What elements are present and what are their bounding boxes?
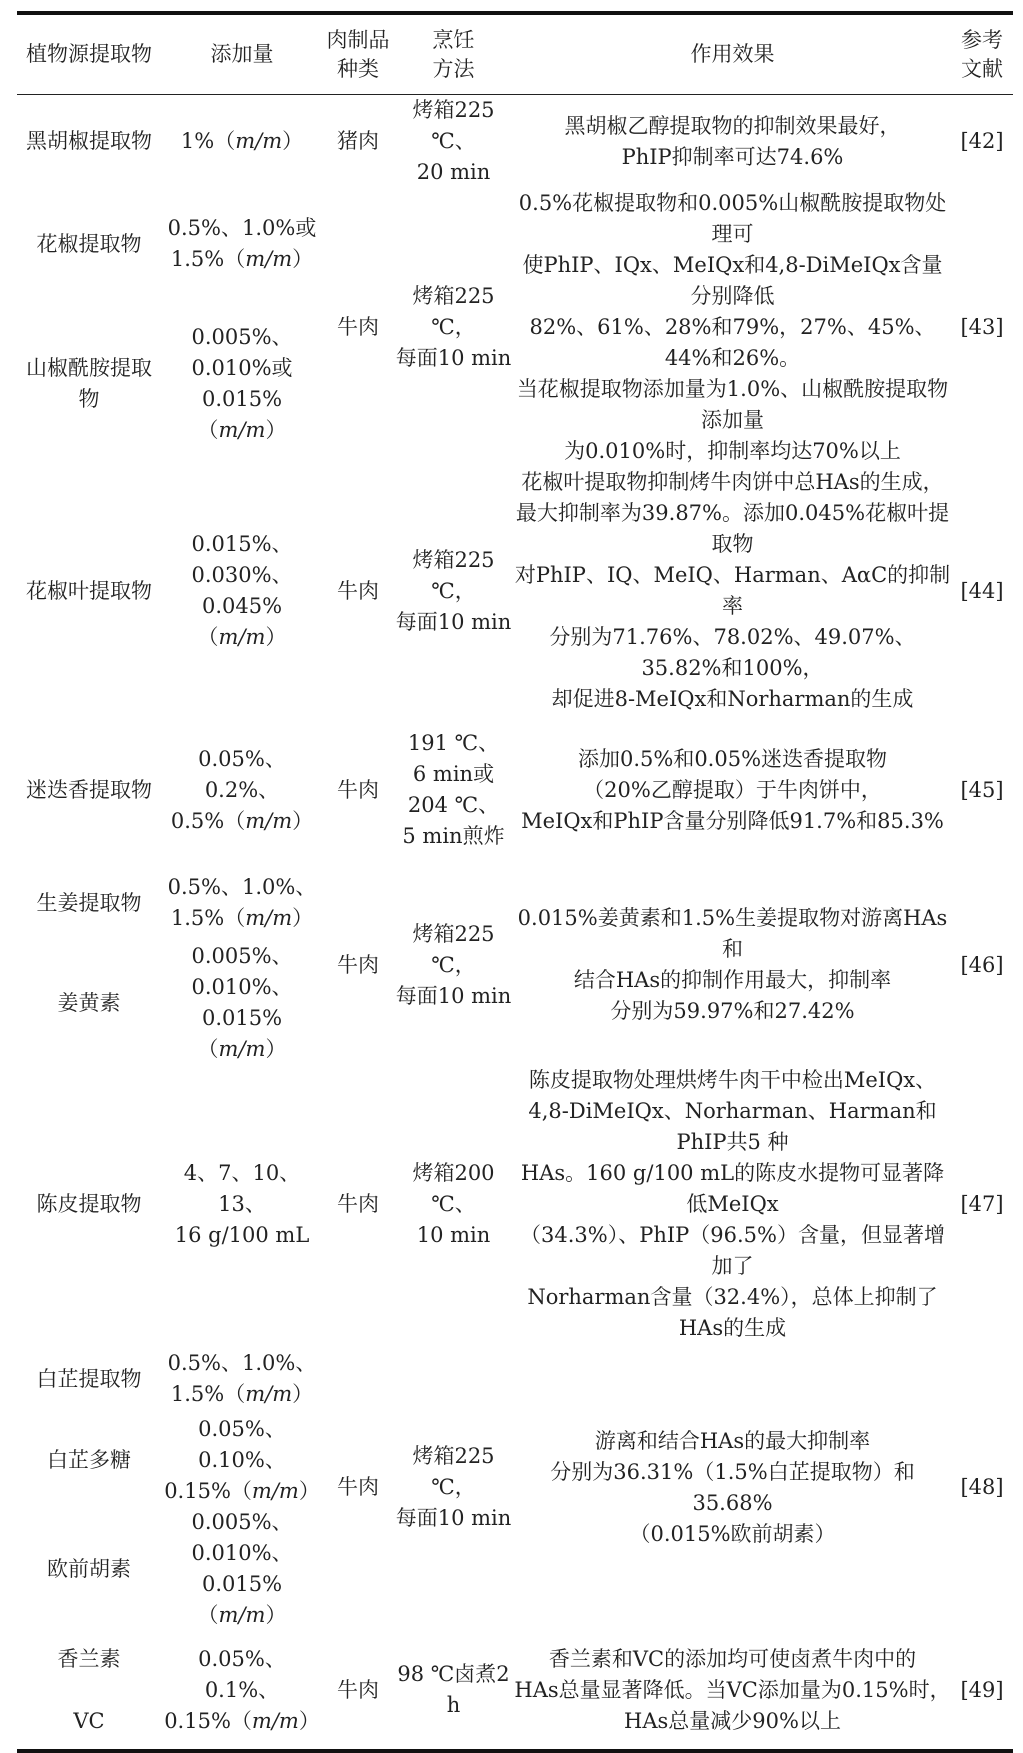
table-row [17,188,1013,301]
cooking-cell: 烤箱225 ℃， 每面10 min [395,284,512,370]
table-row [17,865,1013,941]
extracts-table [17,15,1013,94]
cooking-cell: 98 ℃卤煮2 h [397,1662,510,1717]
effect-cell: 陈皮提取物处理烘烤牛肉干中检出MeIQx、 4,8-DiMeIQx、Norharman、Harman和PhIP共5 种 HAs。160 g/100 mL的陈皮水提物可显著降低MeIQx （34.3%）、PhIP（96.5%）含量，但显著增加了 Norharman含量（32.4%），总体上抑制了HAs的生成 [519,1068,945,1340]
plant-cell: 花椒叶提取物 [26,578,152,603]
plant-cell: 欧前胡素 [47,1556,131,1581]
amount-cell: 0.05%、0.10%、 0.15%（m/m） [164,1417,320,1503]
plant-cell: 白芷多糖 [47,1448,131,1472]
plant-cell: 白芷提取物 [36,1366,142,1391]
effect-cell: 香兰素和VC的添加均可使卤煮牛肉中的 HAs总量显著降低。当VC添加量为0.15%时， HAs总量减少90%以上 [514,1646,951,1733]
meat-cell: 牛肉 [337,952,379,977]
table-row [17,1065,1013,1344]
meat-cell: 牛肉 [337,1192,379,1216]
cooking-cell: 烤箱225 ℃， 每面10 min [395,1444,512,1530]
header-ref: 参考 文献 [961,27,1003,81]
plant-cell: 花椒提取物 [36,231,142,256]
ref-cell: [49] [960,1677,1004,1702]
amount-cell: 0.005%、0.010%、 0.015%（m/m） [191,1510,293,1627]
effect-cell: 游离和结合HAs的最大抑制率 分别为36.31%（1.5%白芷提取物）和35.68% （0.015%欧前胡素） [550,1428,915,1546]
header-amount: 添加量 [210,42,274,66]
ref-cell: [42] [960,129,1004,153]
amount-cell: 0.05%、0.1%、 0.15%（m/m） [164,1646,320,1733]
meat-cell: 牛肉 [337,578,379,603]
extracts-table-body [17,95,1013,1749]
table-row [17,715,1013,865]
meat-cell: 猪肉 [337,129,379,153]
meat-cell: 牛肉 [337,1475,379,1499]
amount-cell: 1%（m/m） [180,129,304,153]
table-row [17,467,1013,715]
ref-cell: [48] [960,1475,1004,1499]
effect-cell: 0.5%花椒提取物和0.005%山椒酰胺提取物处理可 使PhIP、IQx、MeIQx和4,8-DiMeIQx含量分别降低 82%、61%、28%和79%，27%、45%、44%和26%。 当花椒提取物添加量为1.0%、山椒酰胺提取物添加量 为0.010%时，抑制率均达70%以上 [516,191,949,463]
plant-cell: 迷迭香提取物 [26,777,152,802]
amount-cell: 0.5%、1.0%或 1.5%（m/m） [167,216,317,272]
data-table [17,11,1013,1753]
ref-cell: [46] [960,952,1004,977]
cooking-cell: 烤箱225 ℃、 20 min [412,98,495,184]
cooking-cell: 191 ℃、 6 min或 204 ℃、 5 min煎炸 [402,731,505,848]
plant-cell: 姜黄素 [57,990,121,1015]
cooking-cell: 烤箱225 ℃， 每面10 min [395,547,512,634]
amount-cell: 4、7、10、13、 16 g/100 mL [174,1161,310,1247]
meat-cell: 牛肉 [337,1677,379,1702]
ref-cell: [47] [960,1192,1004,1216]
table-row [17,95,1013,188]
amount-cell: 0.015%、0.030%、 0.045%（m/m） [191,532,293,649]
ref-cell: [43] [960,315,1004,339]
plant-cell: 生姜提取物 [36,890,142,915]
plant-cell: 香兰素 VC [57,1646,121,1733]
cooking-cell: 烤箱200 ℃、 10 min [412,1161,495,1247]
plant-cell: 陈皮提取物 [36,1192,142,1216]
header-meat: 肉制品 种类 [326,27,390,81]
header-plant: 植物源提取物 [26,42,152,66]
table-row [17,1344,1013,1414]
meat-cell: 牛肉 [337,777,379,802]
amount-cell: 0.5%、1.0%、 1.5%（m/m） [167,875,317,930]
amount-cell: 0.5%、1.0%、 1.5%（m/m） [167,1351,317,1406]
amount-cell: 0.05%、0.2%、 0.5%（m/m） [170,746,314,833]
effect-cell: 0.015%姜黄素和1.5%生姜提取物对游离HAs和 结合HAs的抑制作用最大，抑制率 分别为59.97%和27.42% [517,906,948,1023]
meat-cell: 牛肉 [337,315,379,339]
table-row [17,1631,1013,1749]
ref-cell: [44] [960,578,1004,603]
amount-cell: 0.005%、0.010%、 0.015%（m/m） [191,944,293,1061]
effect-cell: 黑胡椒乙醇提取物的抑制效果最好， PhIP抑制率可达74.6% [564,113,901,169]
bottom-rule [17,1749,1013,1753]
ref-cell: [45] [960,777,1004,802]
header-cooking: 烹饪 方法 [432,27,475,81]
header-effect: 作用效果 [690,42,775,66]
plant-cell: 山椒酰胺提取物 [26,355,152,411]
effect-cell: 花椒叶提取物抑制烤牛肉饼中总HAs的生成， 最大抑制率为39.87%。添加0.045%花椒叶提取物 对PhIP、IQ、MeIQ、Harman、AαC的抑制率 分别为71.76%、78.02%、49.07%、35.82%和100%， 却促进8-MeIQx和Norharman的生成 [514,470,951,711]
effect-cell: 添加0.5%和0.05%迷迭香提取物 （20%乙醇提取）于牛肉饼中， MeIQx和PhIP含量分别降低91.7%和85.3% [521,746,944,833]
cooking-cell: 烤箱225 ℃， 每面10 min [395,921,512,1008]
amount-cell: 0.005%、0.010%或 0.015%（m/m） [191,324,293,442]
header-row [17,15,1013,94]
plant-cell: 黑胡椒提取物 [26,129,152,153]
